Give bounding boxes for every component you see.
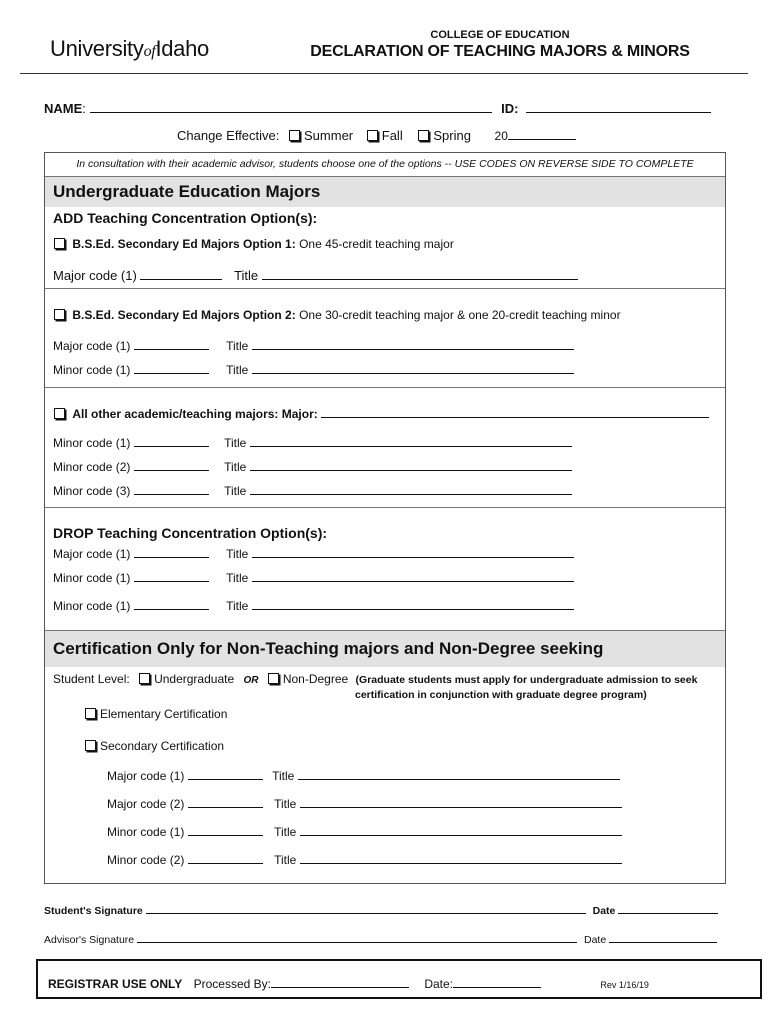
secondary-checkbox[interactable] xyxy=(85,740,96,751)
drop-minor-row-1: Minor code (1) Title xyxy=(53,570,574,585)
option2-desc: One 30-credit teaching major & one 20-credit teaching minor xyxy=(299,308,621,322)
other-majors-checkbox[interactable] xyxy=(54,408,65,419)
other-major-field[interactable] xyxy=(321,406,709,418)
elementary-row: Elementary Certification xyxy=(85,707,227,721)
summer-checkbox[interactable] xyxy=(289,130,300,141)
other-minor2-code-field[interactable] xyxy=(134,459,209,471)
option1-title-field[interactable] xyxy=(262,268,578,280)
other-minor1-title-field[interactable] xyxy=(250,435,572,447)
header-divider xyxy=(20,73,748,74)
undergrad-heading: Undergraduate Education Majors xyxy=(53,182,321,201)
drop-major1-title-field[interactable] xyxy=(252,546,574,558)
option1-row xyxy=(54,237,454,251)
option2-minor-row: Minor code (1) Title xyxy=(53,362,574,377)
elementary-checkbox[interactable] xyxy=(85,708,96,719)
cert-minor-row-2: Minor code (2) Title xyxy=(107,852,622,867)
fall-checkbox[interactable] xyxy=(367,130,378,141)
option2-major-code-field[interactable] xyxy=(134,338,209,350)
advisor-signature-field[interactable] xyxy=(137,931,577,943)
other-minor3-code-field[interactable] xyxy=(134,483,209,495)
summer-label: Summer xyxy=(304,128,354,143)
drop-major-row-1: Major code (1) Title xyxy=(53,546,574,561)
page-title: DECLARATION OF TEACHING MAJORS & MINORS xyxy=(310,43,690,60)
fall-label: Fall xyxy=(381,128,403,143)
change-effective-label: Change Effective: xyxy=(177,128,280,143)
name-field[interactable] xyxy=(90,101,492,113)
cert-minor1-title-field[interactable] xyxy=(300,824,622,836)
undergraduate-checkbox[interactable] xyxy=(139,673,150,684)
option2-title-field[interactable] xyxy=(252,338,574,350)
other-minor-row-3: Minor code (3) Title xyxy=(53,483,572,498)
option1-checkbox[interactable] xyxy=(54,238,65,249)
non-degree-checkbox[interactable] xyxy=(268,673,279,684)
cert-major1-code-field[interactable] xyxy=(188,768,263,780)
student-level-row: Student Level: Undergraduate OR Non-Degree (Graduate students must apply for undergraduate admission to seek xyxy=(53,672,698,686)
option2-label: B.S.Ed. Secondary Ed Majors Option 2: xyxy=(72,308,296,322)
cert-minor-row-1: Minor code (1) Title xyxy=(107,824,622,839)
drop-minor2-title-field[interactable] xyxy=(252,598,574,610)
option1-label: B.S.Ed. Secondary Ed Majors Option 1: xyxy=(72,237,296,251)
cert-major-row-1: Major code (1) Title xyxy=(107,768,620,783)
year-prefix: 20 xyxy=(494,129,508,143)
options-box xyxy=(44,152,726,884)
college-name: COLLEGE OF EDUCATION xyxy=(430,29,570,41)
other-minor3-title-field[interactable] xyxy=(250,483,572,495)
option1-desc: One 45-credit teaching major xyxy=(299,237,454,251)
processed-by-field[interactable] xyxy=(271,976,409,988)
other-minor2-title-field[interactable] xyxy=(250,459,572,471)
drop-minor2-code-field[interactable] xyxy=(134,598,209,610)
option1-major-row: Major code (1) Title xyxy=(53,268,578,283)
change-effective-row xyxy=(177,128,576,143)
other-majors-label: All other academic/teaching majors: Major: xyxy=(72,407,318,421)
registrar-label: REGISTRAR USE ONLY xyxy=(48,977,183,991)
grad-note-2: certification in conjunction with graduate degree program) xyxy=(355,689,647,701)
student-date-field[interactable] xyxy=(618,902,718,914)
drop-major1-code-field[interactable] xyxy=(134,546,209,558)
year-field[interactable] xyxy=(508,128,576,140)
option1-major-code-field[interactable] xyxy=(140,268,222,280)
cert-major1-title-field[interactable] xyxy=(298,768,620,780)
university-logo: UniversityofIdaho xyxy=(50,36,209,61)
other-minor-row-2: Minor code (2) Title xyxy=(53,459,572,474)
id-label: ID: xyxy=(501,101,519,116)
spring-checkbox[interactable] xyxy=(418,130,429,141)
registrar-row: REGISTRAR USE ONLY Processed By: Date: Rev 1/16/19 xyxy=(48,977,649,991)
advisor-signature-row: Advisor's Signature Date xyxy=(44,931,717,946)
cert-minor1-code-field[interactable] xyxy=(188,824,263,836)
name-label: NAME xyxy=(44,101,83,116)
advisor-date-field[interactable] xyxy=(609,931,717,943)
other-minor-row-1: Minor code (1) Title xyxy=(53,435,572,450)
grad-note-1: (Graduate students must apply for undergraduate admission to seek xyxy=(355,674,698,686)
option2-row xyxy=(54,308,621,322)
spring-label: Spring xyxy=(433,128,471,143)
other-minor1-code-field[interactable] xyxy=(134,435,209,447)
registrar-date-field[interactable] xyxy=(453,976,541,988)
student-signature-field[interactable] xyxy=(146,902,586,914)
option2-checkbox[interactable] xyxy=(54,309,65,320)
cert-major2-title-field[interactable] xyxy=(300,796,622,808)
option2-major-row: Major code (1) Title xyxy=(53,338,574,353)
other-majors-row xyxy=(54,406,709,421)
id-field[interactable] xyxy=(526,101,711,113)
cert-major-row-2: Major code (2) Title xyxy=(107,796,622,811)
cert-minor2-title-field[interactable] xyxy=(300,852,622,864)
cert-minor2-code-field[interactable] xyxy=(188,852,263,864)
option2-minor-title-field[interactable] xyxy=(252,362,574,374)
consultation-note: In consultation with their academic advisor, students choose one of the options -- USE CODES ON REVERSE SIDE TO COMPLETE xyxy=(76,158,694,170)
drop-minor-row-2: Minor code (1) Title xyxy=(53,598,574,613)
revision: Rev 1/16/19 xyxy=(600,980,649,990)
option2-minor-code-field[interactable] xyxy=(134,362,209,374)
drop-minor1-code-field[interactable] xyxy=(134,570,209,582)
drop-minor1-title-field[interactable] xyxy=(252,570,574,582)
add-heading: ADD Teaching Concentration Option(s): xyxy=(53,210,318,226)
cert-heading: Certification Only for Non-Teaching majors and Non-Degree seeking xyxy=(53,639,604,658)
drop-heading: DROP Teaching Concentration Option(s): xyxy=(53,525,328,541)
cert-major2-code-field[interactable] xyxy=(188,796,263,808)
student-signature-row: Student's Signature Date xyxy=(44,902,718,917)
secondary-row: Secondary Certification xyxy=(85,739,224,753)
name-row: NAME: ID: xyxy=(44,101,711,116)
registrar-box xyxy=(36,959,762,999)
